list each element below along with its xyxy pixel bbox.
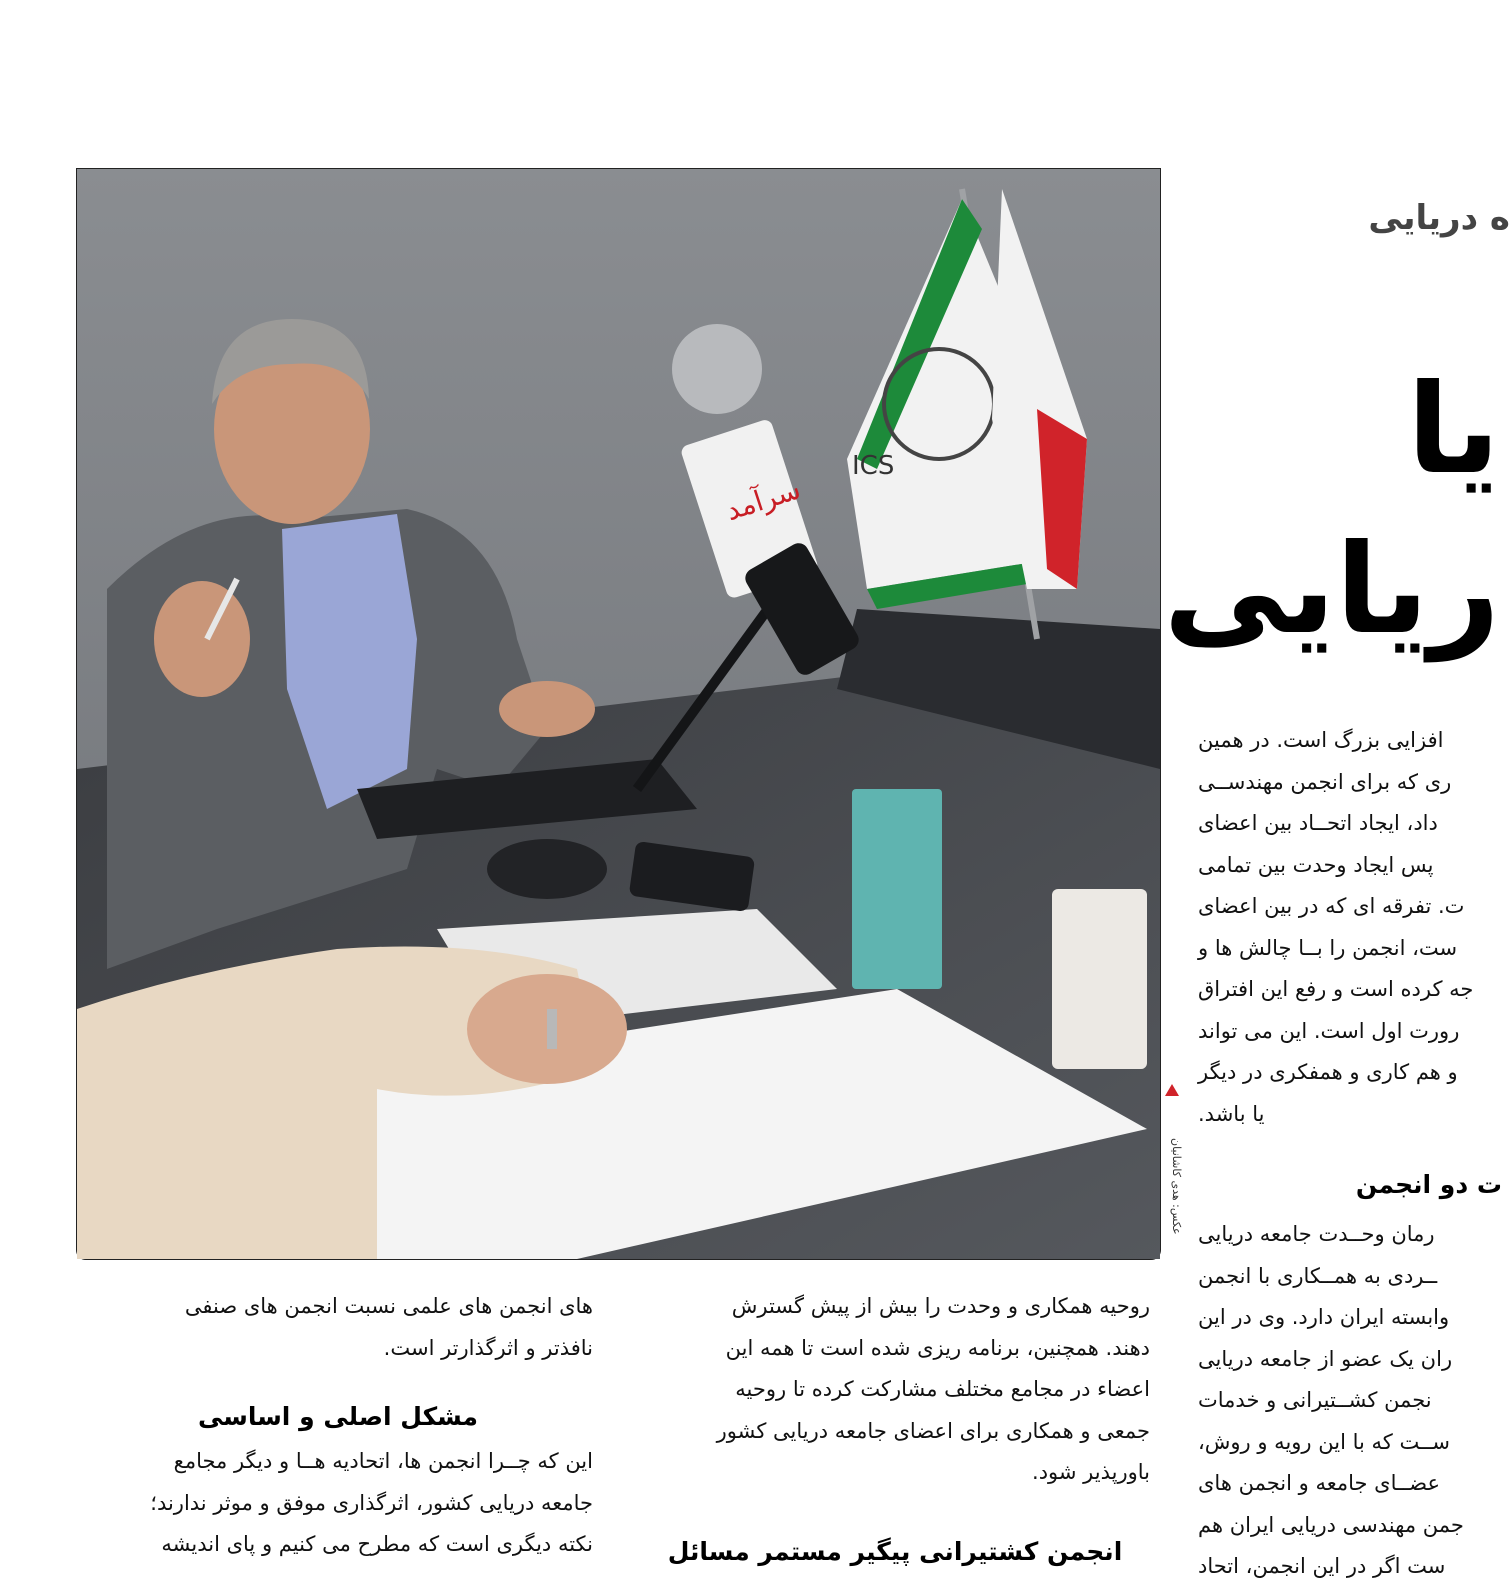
body-line: ری که برای انجمن مهندســی: [1198, 769, 1452, 794]
body-line: ســت که با این رویه و روش،: [1198, 1429, 1450, 1454]
body-line: جمن مهندسی دریایی ایران هم: [1198, 1512, 1464, 1537]
section-kicker: ه دریایی: [1368, 198, 1510, 238]
body-line: رمان وحــدت جامعه دریایی: [1198, 1222, 1435, 1246]
mic-logo: سرآمد: [721, 472, 805, 528]
body-line: دهند. همچنین، برنامه ریزی شده است تا همه این: [725, 1335, 1150, 1360]
flag-label: ICS: [852, 451, 895, 481]
body-line: باورپذیر شود.: [1032, 1460, 1150, 1484]
right-column-subhead: ت دو انجمن: [1355, 1170, 1502, 1199]
photo-credit: عکس: هدی کاشانیان: [1170, 1138, 1183, 1235]
body-line: این که چــرا انجمن ها، اتحادیه هــا و دیگر مجامع: [173, 1449, 593, 1473]
headline: [1163, 350, 1500, 690]
headline-line-1: یا: [1406, 358, 1500, 502]
body-line: ــردی به همــکاری با انجمن: [1198, 1263, 1438, 1288]
body-line: و هم کاری و همفکری در دیگر: [1198, 1060, 1458, 1084]
body-line: عضــای جامعه و انجمن های: [1198, 1471, 1441, 1495]
body-line: اعضاء در مجامع مختلف مشارکت کرده تا روحیه: [735, 1377, 1150, 1401]
body-line: پس ایجاد وحدت بین تمامی: [1198, 852, 1434, 877]
photo-illustration: [77, 169, 1160, 1259]
body-line: ست، انجمن را بــا چالش ها و: [1198, 935, 1458, 960]
interview-photo: [76, 168, 1161, 1260]
right-column-body: [1198, 720, 1508, 1140]
body-line: وابسته ایران دارد. وی در این: [1198, 1305, 1450, 1329]
body-line: ران یک عضو از جامعه دریایی: [1198, 1346, 1453, 1371]
body-line: نافذتر و اثرگذارتر است.: [383, 1335, 593, 1360]
body-line: های انجمن های علمی نسبت انجمن های صنفی: [184, 1294, 593, 1318]
body-line: یا باشد.: [1198, 1101, 1265, 1126]
body-line: جمعی و همکاری برای اعضای جامعه دریایی کشور: [716, 1418, 1150, 1443]
left-column-subhead: مشکل اصلی و اساسی: [197, 1402, 479, 1431]
body-line: ت. تفرقه ای که در بین اعضای: [1198, 894, 1465, 918]
right-column-body-2: [1198, 1214, 1508, 1586]
body-line: جه کرده است و رفع این افتراق: [1198, 977, 1474, 1001]
body-line: افزایی بزرگ است. در همین: [1198, 728, 1444, 752]
middle-column-subhead: انجمن کشتیرانی پیگیر مستمر مسائل: [667, 1536, 1123, 1566]
body-line: نکته دیگری است که مطرح می کنیم و پای اندیشه: [161, 1532, 593, 1556]
left-column: [83, 1286, 593, 1586]
body-line: نجمن کشــتیرانی و خدمات: [1198, 1388, 1432, 1412]
body-line: روحیه همکاری و وحدت را بیش از پیش گسترش: [731, 1294, 1150, 1318]
body-line: رورت اول است. این می تواند: [1198, 1018, 1460, 1043]
body-line: ست اگر در این انجمن، اتحاد: [1198, 1554, 1446, 1578]
body-line: جامعه دریایی کشور، اثرگذاری موفق و موثر ندارند؛: [150, 1490, 593, 1515]
headline-line-2: ریایی: [1163, 518, 1500, 662]
middle-column: [640, 1286, 1150, 1586]
body-line: داد، ایجاد اتحــاد بین اعضای: [1198, 811, 1438, 835]
